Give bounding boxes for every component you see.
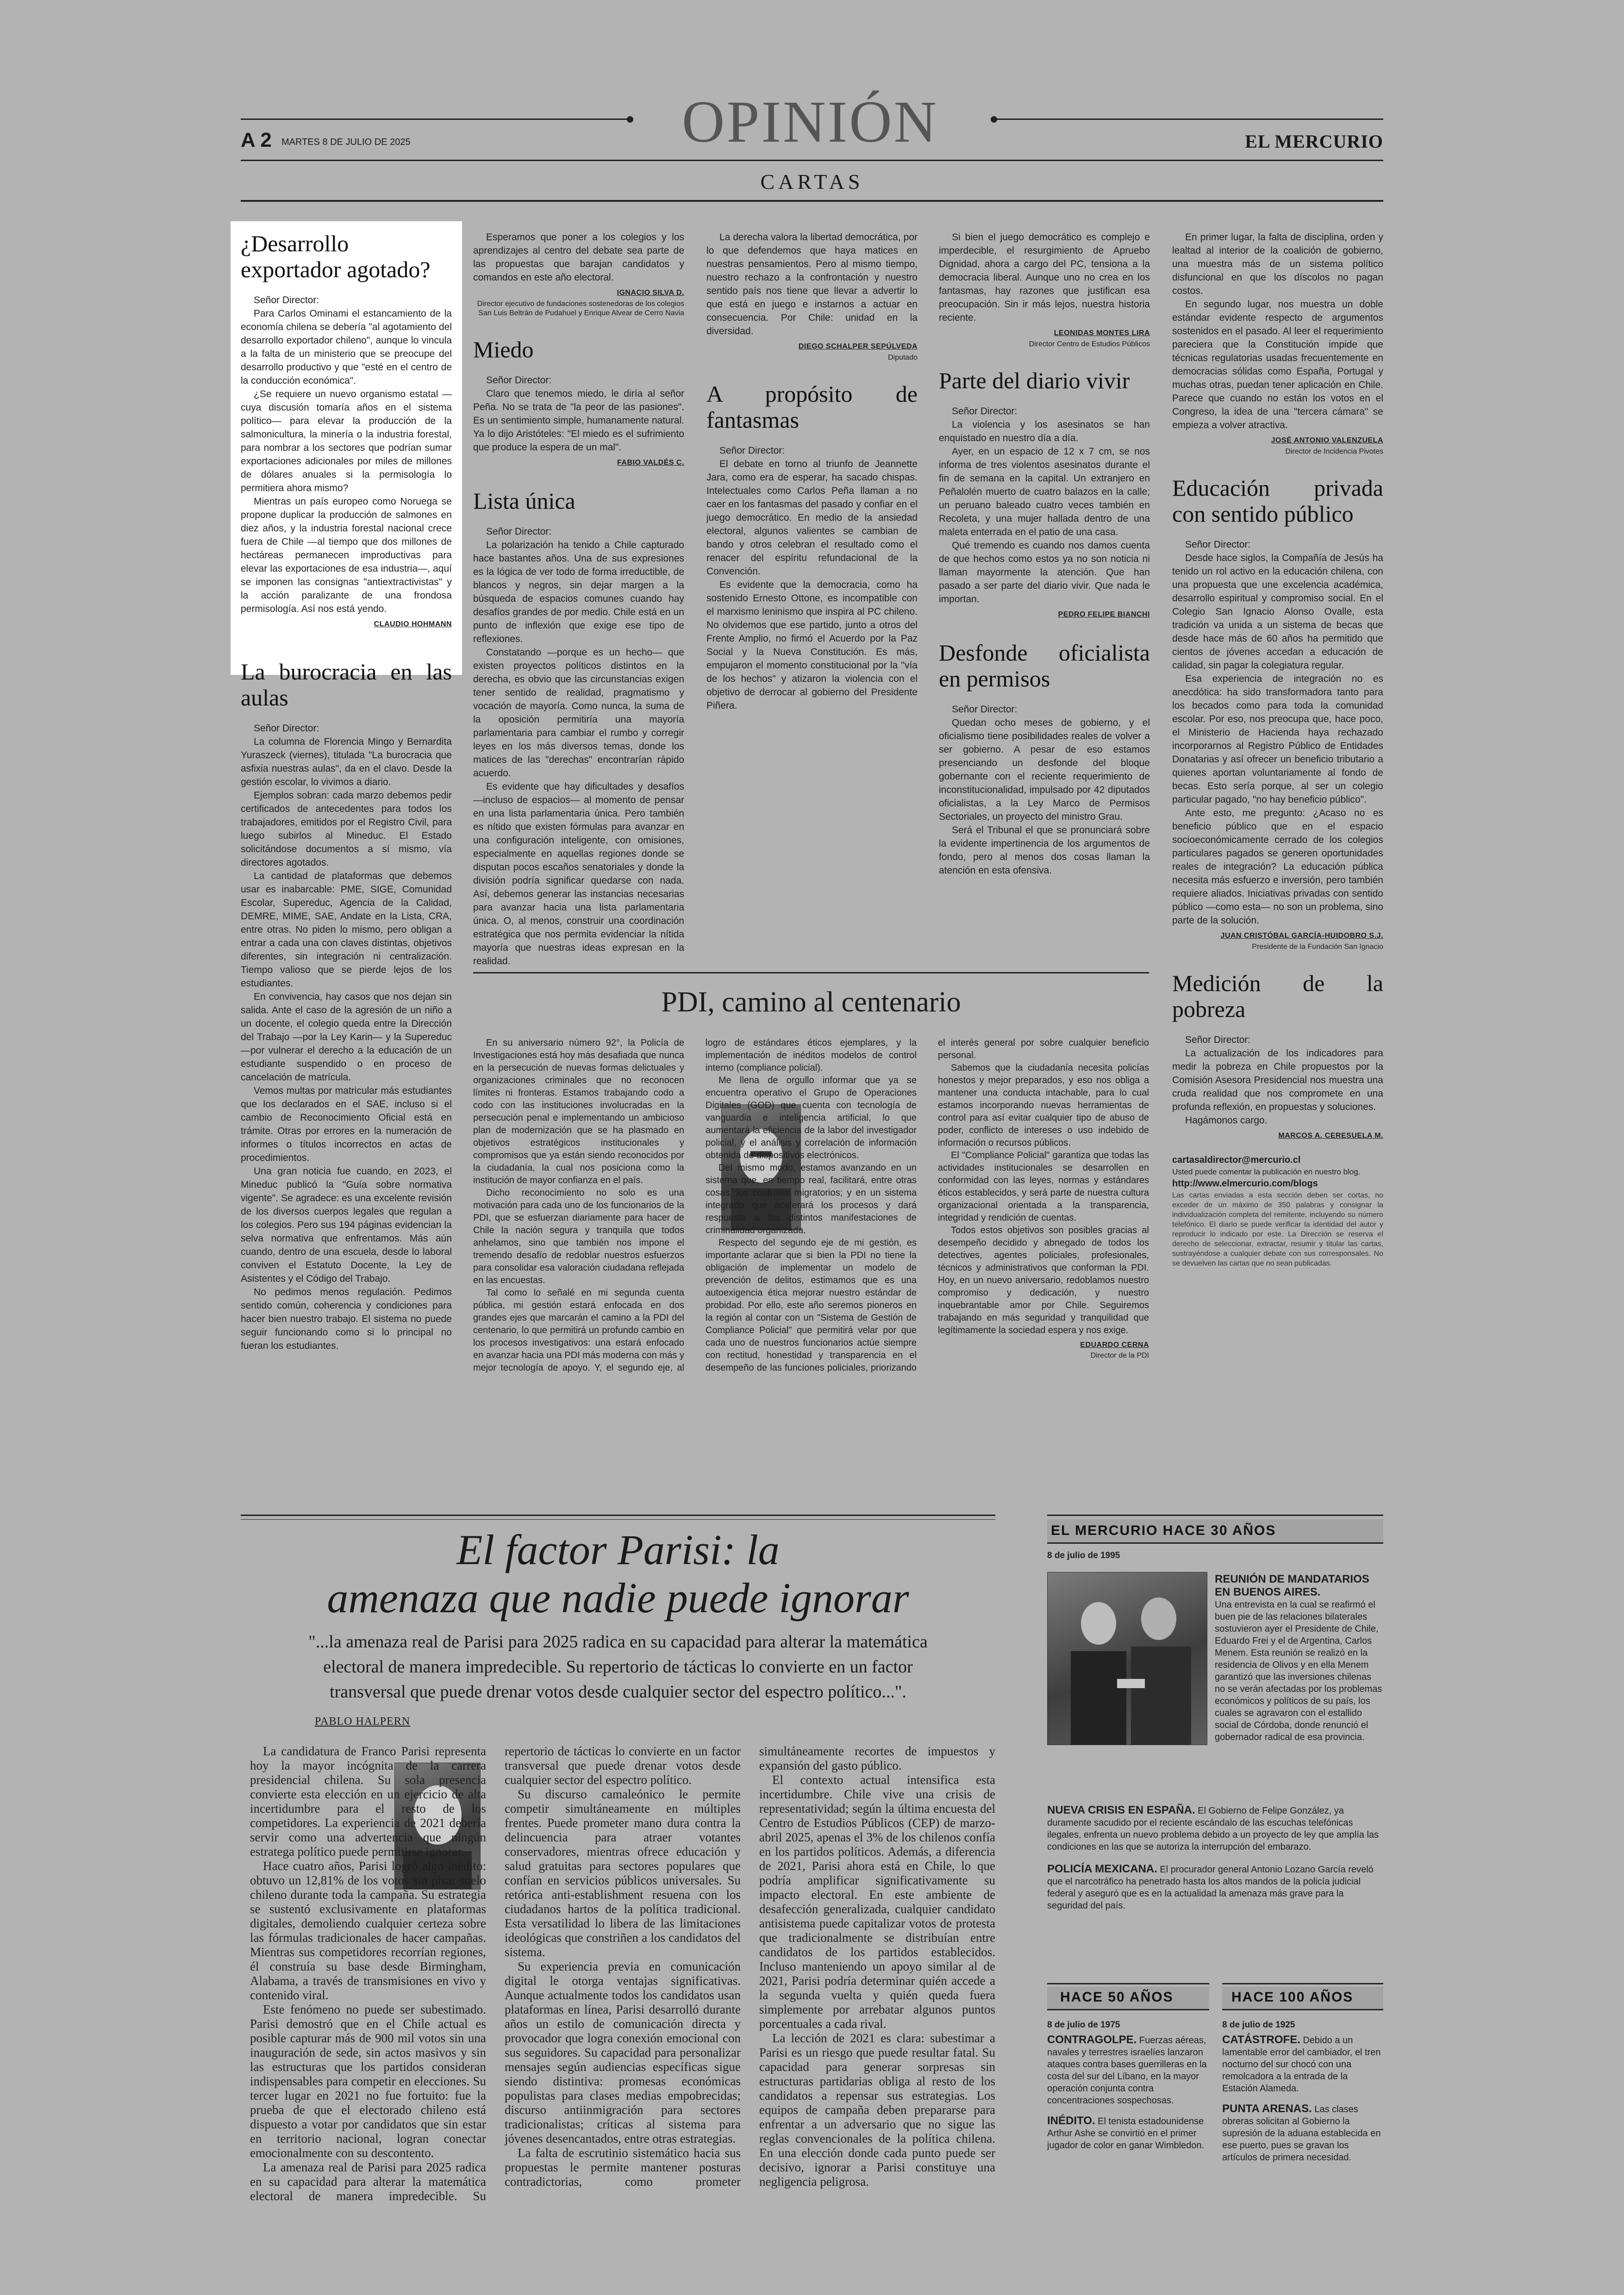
history-title: EL MERCURIO HACE 30 AÑOS: [1051, 1523, 1276, 1538]
letter-title: Parte del diario vivir: [939, 368, 1130, 393]
history-items: [1047, 1804, 1383, 1912]
hundred-item-head: CATÁSTROFE.: [1222, 2033, 1300, 2046]
letter-title: Lista única: [473, 488, 575, 514]
letter-paragraph: Desde hace siglos, la Compañía de Jesús ha tenido un rol activo en la educación chilena, con una propuesta que une excelencia académica, desarrollo espiritual y compromiso social. En el Colegio San Ignacio Alonso Ovalle, esta tradición va unida a un sistema de becas que desde hace más de 60 años ha permitido que cientos de jóvenes accedan a educación de calidad, sin pagar la colegiatura regular.: [1172, 553, 1383, 671]
letters-blog-link[interactable]: http://www.elmercurio.com/blogs: [1172, 1179, 1318, 1189]
pdi-paragraph: El "Compliance Policial" garantiza que todas las actividades institucionales se desarrollen en conformidad con las leyes, normas y estándares éticos establecidos, y será parte de nuestra cultura organizacional orientada a la transparencia, integridad y rendición de cuentas.: [938, 1150, 1149, 1223]
column-top-rule: [241, 1515, 995, 1516]
letter-signature: LEONIDAS MONTES LIRA: [1054, 329, 1150, 337]
column-paragraph: Este fenómeno no puede ser subestimado. Parisi demostró que en el Chile actual es posible capturar más de 900 mil votos sin una inauguración de sede, sin actos masivos y sin las estructuras que los partidos consideran indispensables para competir en elecciones. Su tercer lugar en 2021 no fue fortuito: fue la prueba de que el electorado chileno está dispuesto a votar por candidatos que sin estar en territorio nacional, logran conectar emocionalmente con su descontento.: [250, 2002, 486, 2160]
letter-salutation: Señor Director:: [1185, 539, 1251, 550]
letter-paragraph: Ayer, en un espacio de 12 x 7 cm, se nos informa de tres violentos asesinatos durante el fin de semana en la capital. Un extranjero en Peñalolén muerto de cuatro balazos en la calle; un peruano baleado cuatro veces también en Recoleta, y una mujer hallada dentro de una maleta enterrada en el patio de una casa.: [939, 446, 1150, 537]
masthead-rule-bottom: [241, 160, 1383, 161]
history-lead: [1047, 1573, 1383, 1814]
letter-paragraph: Ante esto, me pregunto: ¿Acaso no es beneficio público que en el espacio socioeconómicamente cerrado de los colegios particulares pagados se generen oportunidades reales de integración? La educación pública necesita más esfuerzo e inversión, pero también requiere aliados. Iniciativas privadas con sentido público —como esta— no son un problema, sino parte de la solución.: [1172, 808, 1383, 926]
masthead-rule-right: [995, 118, 1383, 120]
letter-salutation: Señor Director:: [486, 375, 552, 386]
letter-paragraph: El debate en torno al triunfo de Jeannette Jara, como era de esperar, ha sacado chispas. Intelectuales como Carlos Peña llaman a no caer en los fantasmas del pasado y confiar en el juego democrático. En medio de la ansiedad electoral, algunos valientes se cambian de bando y otros celebran el resultado como el renacer del espíritu refundacional de la Convención.: [706, 459, 918, 577]
letter-signature: FABIO VALDÉS C.: [617, 459, 684, 467]
letter-title: A propósito de fantasmas: [706, 381, 918, 433]
letter-paragraph: La violencia y los asesinatos se han enquistado en nuestro día a día.: [939, 419, 1150, 443]
letter-paragraph: Si bien el juego democrático es complejo e imperdecible, el resurgimiento de Apruebo Dignidad, ahora a cargo del PC, tensiona a la democracia liberal. Aunque uno no crea en los fantasmas, hay razones que justifican esa preocupación. Sin ir más lejos, nuestra historia reciente.: [939, 232, 1150, 323]
history-item-text: El procurador general Antonio Lozano García reveló que el narcotráfico ha penetrado hasta los altos mandos de la policía judicial federal y aseguró que es en la actualidad la amenaza más grave para la seguridad del país.: [1047, 1865, 1374, 1911]
letter-title: Miedo: [473, 337, 534, 362]
hundred-item-text: Debido a un lamentable error del cambiador, el tren nocturno del sur chocó con una remolcadora a la entrada de la Estación Alameda.: [1222, 2035, 1381, 2094]
letter-salutation: Señor Director:: [254, 295, 319, 306]
paper-name: EL MERCURIO: [1245, 131, 1383, 152]
letters-contact: [1172, 1154, 1383, 1268]
letters-column-5: [1172, 231, 1383, 1434]
history-item-text: El Gobierno de Felipe González, ya duramente sacudido por el reciente escándalo de las escuchas telefónicas ilegales, enfrenta un nuevo problema debido a un proyecto de ley que amplía las condiciones en las que se autoriza la interrupción del embarazo.: [1047, 1806, 1379, 1852]
column-paragraph: El contexto actual intensifica esta incertidumbre. Chile vive una crisis de representatividad; según la última encuesta del Centro de Estudios Públicos (CEP) de marzo-abril 2025, apenas el 3% de los chilenos confía en los partidos políticos. Además, a diferencia de 2021, Parisi ahora está en Chile, lo que podría amplificar significativamente su impacto electoral. En este ambiente de desafección generalizada, cualquier candidato antisistema puede capitalizar votos de protesta que tradicionalmente se distribuían entre candidatos de los partidos establecidos. Incluso manteniendo un apoyo similar al de 2021, Parisi podría determinar quién accede a la segunda vuelta y quién queda fuera simplemente por arrebatar algunos puntos porcentuales a cada rival.: [759, 1773, 995, 2031]
fifty-header: [1047, 1987, 1209, 2010]
pdi-paragraph: Me llena de orgullo informar que ya se encuentra operativo el Grupo de Operaciones Digitales (GOD) que cuenta con tecnología de vanguardia e inteligencia artificial, lo que aumentará la eficiencia de la labor del investigador policial, y el análisis y correlación de información obtenida de dispositivos electrónicos.: [706, 1075, 917, 1160]
subsection-title: CARTAS: [760, 170, 864, 193]
column-title-line-2: amenaza que nadie puede ignorar: [327, 1574, 909, 1621]
column-paragraph: Hace cuatro años, Parisi logró algo inédito: obtuvo un 12,81% de los votos sin pisar suelo chileno durante toda la campaña. Su estrategia se sustentó exclusivamente en plataformas digitales, demoliendo cualquier certeza sobre las fórmulas tradicionales de hacer campañas. Mientras sus competidores recorrían regiones, él construía su base desde Birmingham, Alabama, a través de transmisiones en vivo y contenido viral.: [250, 1859, 486, 2002]
fifty-item-head: INÉDITO.: [1047, 2114, 1095, 2127]
letter-paragraph: La cantidad de plataformas que debemos usar es inabarcable: PME, SIGE, Comunidad Escolar, Supereduc, Agencia de la Calidad, DEMRE, MIME, SAE, Andate en la Lista, CRA, entre otras. No piden lo mismo, pero obligan a entrar a cada una con claves distintas, objetivos diferentes, sin integración ni centralización. Tiempo valioso que se pierde lejos de los estudiantes.: [241, 871, 452, 989]
issue-date: MARTES 8 DE JULIO DE 2025: [281, 137, 411, 147]
letter-paragraph: Claro que tenemos miedo, le diría al señor Peña. No se trata de "la peor de las pasiones". Es un sentimiento simple, humanamente natural. Ya lo dijo Aristóteles: "El miedo es el sufrimiento que produce la espera de un mal".: [473, 388, 684, 453]
column-top-rule-2: [241, 1519, 995, 1520]
pdi-title: PDI, camino al centenario: [661, 986, 961, 1018]
letter-paragraph: La columna de Florencia Mingo y Bernardita Yuraszeck (viernes), titulada "La burocracia que asfixia nuestras aulas", da en el clavo. Desde la gestión escolar, lo vivimos a diario.: [241, 736, 452, 787]
history-top-rule: [1047, 1515, 1383, 1516]
fifty-item-text: El tenista estadounidense Arthur Ashe se convirtió en el primer jugador de color en ganar Wimbledon.: [1047, 2116, 1205, 2151]
letter-signature: IGNACIO SILVA D.: [617, 289, 684, 297]
letter-paragraph: Será el Tribunal el que se pronunciará sobre la evidente impertinencia de los argumentos de fondo, pero al menos dos cosas llaman la atención en esta ofensiva.: [939, 825, 1150, 876]
column-author: PABLO HALPERN: [315, 1715, 411, 1727]
hundred-item: [1222, 2103, 1383, 2164]
pdi-signature: EDUARDO CERNA: [1080, 1341, 1149, 1349]
letters-column-1: [241, 231, 452, 1869]
letter-paragraph: La actualización de los indicadores para medir la pobreza en Chile propuestos por la Comisión Asesora Presidencial nos muestra una cruda realidad que nos compromete en una profunda reflexión, en propuestas y soluciones.: [1172, 1048, 1383, 1112]
fifty-top-rule: [1047, 1983, 1209, 1984]
subsection-rule: [241, 200, 1383, 202]
letter-credential: Presidente de la Fundación San Ignacio: [1252, 943, 1383, 951]
hundred-top-rule: [1222, 1983, 1383, 1984]
letter-signature: JUAN CRISTÓBAL GARCÍA-HUIDOBRO S.J.: [1220, 932, 1383, 940]
letters-column-2: [473, 231, 684, 980]
fifty-item-head: CONTRAGOLPE.: [1047, 2033, 1137, 2046]
pdi-credential: Director de la PDI: [1090, 1352, 1149, 1360]
letter-paragraph: Mientras un país europeo como Noruega se propone duplicar la producción de salmones en diez años, y la industria forestal nacional crece fuera de Chile —al tiempo que dos millones de hectáreas permanecen improductivas para elevar las exportaciones de esa industria—, aquí se imponen las consignas "antiextractivistas" y la acción paralizante de una frondosa permisología. Así nos está yendo.: [241, 496, 452, 614]
hundred-title: HACE 100 AÑOS: [1231, 1989, 1354, 2005]
letter-signature: CLAUDIO HOHMANN: [374, 620, 452, 628]
letter-signature: PEDRO FELIPE BIANCHI: [1058, 611, 1150, 618]
column-body: [250, 1744, 995, 2267]
letter-salutation: Señor Director:: [254, 723, 319, 734]
letters-rules: Las cartas enviadas a esta sección deben ser cortas, no exceder de un máximo de 350 palabras y consignar la individualización completa del remitente, incluyendo su número telefónico. El diario se puede verificar la identidad del autor y reproducir lo indicado por este. La Dirección se reserva el derecho de seleccionar, extractar, resumir y titular las cartas, sustrayéndose a cualquier debate con sus corresponsales. No se devuelven las cartas que no sean publicadas.: [1172, 1191, 1383, 1267]
letter-paragraph: Es evidente que la democracia, como ha sostenido Ernesto Ottone, es incompatible con el marxismo leninismo que inspira al PC chileno. No olvidemos que ese partido, junto a otros del Frente Amplio, no firmó el Acuerdo por la Paz Social y la Nueva Constitución. Es más, empujaron el momento constitucional por la "vía de los hechos" y atizaron la violencia con el objetivo de derrocar al gobierno del Presidente Piñera.: [706, 580, 918, 711]
letter-signature: MARCOS A. CERESUELA M.: [1278, 1132, 1383, 1140]
letter-paragraph: Constatando —porque es un hecho— que existen proyectos políticos distintos en la derecha, es obvio que las circunstancias exigen tener sentido de realidad, pragmatismo y vocación de mayoría. Como nunca, la suma de la oposición permitiría una mayoría parlamentaria para cambiar el rumbo y corregir leyes en los más diversos temas, donde los matices de las "derechas" encontrarían rápido acuerdo.: [473, 647, 684, 779]
letter-paragraph: Esperamos que poner a los colegios y los aprendizajes al centro del debate sea parte de las propuestas que barajan candidatos y comandos en este año electoral.: [473, 232, 684, 283]
hundred-item-head: PUNTA ARENAS.: [1222, 2102, 1312, 2115]
letter-credential: Diputado: [887, 354, 918, 362]
history-item: [1047, 1804, 1383, 1853]
letter-signature: DIEGO SCHALPER SEPÚLVEDA: [798, 343, 918, 350]
pdi-paragraph: En su aniversario número 92°, la Policía de Investigaciones está hoy más desafiada que nunca en la persecución de nuevas formas delictuales y organizaciones criminales que no reconocen límites ni fronteras. Estamos trabajando codo a codo con las instituciones involucradas en la persecución penal e implementando un ambicioso plan de modernización que se ha plasmado en objetivos estratégicos institucionales y compromisos que ya están siendo reconocidos por la ciudadanía, la cual nos posiciona como la institución de mayor confianza en el país.: [473, 1038, 684, 1185]
pdi-paragraph: Del mismo modo, estamos avanzando en un sistema que, en tiempo real, facilitará, entre otras cosas, los controles migratorios; y en un sistema integrado que acelerará los procesos y dará respuesta a los distintos manifestaciones de criminalidad organizada.: [706, 1163, 917, 1235]
letter-salutation: Señor Director:: [486, 526, 552, 537]
letter-salutation: Señor Director:: [952, 704, 1018, 715]
column-paragraph: La amenaza real de Parisi para 2025 radica en su capacidad para alterar la matemática electoral de manera impredecible. Su repertorio de tácticas lo convierte en un factor transversal que puede drenar votos desde cualquier sector del espectro político.: [250, 1744, 741, 2203]
letters-column-4: [939, 231, 1150, 980]
letter-salutation: Señor Director:: [719, 445, 785, 456]
history-item-head: POLICÍA MEXICANA.: [1047, 1863, 1157, 1875]
hundred-body: [1222, 2019, 1383, 2164]
hundred-item-text: Las clases obreras solicitan al Gobierno la supresión de la aduana establecida en ese puerto, pues se gravan los artículos de primera necesidad.: [1222, 2104, 1381, 2163]
letter-credential: Director ejecutivo de fundaciones sostenedoras de los colegios San Luis Beltrán de Pudahuel y Enrique Alvear de Cerro Navia: [477, 300, 684, 317]
history-header: [1047, 1519, 1383, 1544]
column-deck: "...la amenaza real de Parisi para 2025 radica en su capacidad para alterar la matemática electoral de manera impredecible. Su repertorio de tácticas lo convierte en un factor transversal que puede drenar votos desde cualquier sector del espectro político...".: [308, 1632, 928, 1702]
page-label: A 2: [241, 129, 272, 151]
letter-salutation: Señor Director:: [952, 406, 1018, 417]
letter-paragraph: ¿Se requiere un nuevo organismo estatal —cuya discusión tomaría años en el sistema político— para elevar la producción de la salmonicultura, la minería o la industria forestal, para nombrar a los sectores que podrían sumar exportaciones adicionales por miles de millones de dólares anuales si la permisología lo permitiera ahora mismo?: [241, 389, 452, 493]
column-paragraph: La lección de 2021 es clara: subestimar a Parisi es un riesgo que puede resultar fatal. Su capacidad para generar sorpresas sin estructuras partidarias obliga al resto de los candidatos a repensar sus estrategias. Los equipos de campaña deben prepararse para enfrentar a un adversario que no sigue las reglas convencionales de la política chilena. En una elección donde cada punto puede ser decisivo, ignorar a Parisi constituye una negligencia peligrosa.: [759, 2031, 995, 2189]
history-date: 8 de julio de 1995: [1047, 1551, 1120, 1560]
fifty-body: [1047, 2019, 1209, 2152]
letter-paragraph: Quedan ocho meses de gobierno, y el oficialismo tiene posibilidades reales de volver a ser gobierno. A pesar de eso estamos presenciando un desfonde del bloque gobernante con el reciente requerimiento de inconstitucionalidad, impulsado por 42 diputados oficialistas, a la Ley Marco de Permisos Sectoriales, un proyecto del ministro Grau.: [939, 717, 1150, 822]
fifty-item: [1047, 2034, 1209, 2107]
history-item: [1047, 1863, 1383, 1912]
history-item-head: NUEVA CRISIS EN ESPAÑA.: [1047, 1804, 1195, 1816]
pdi-paragraph: Todos estos objetivos son posibles gracias al desempeño decidido y abnegado de todos los detectives, agentes policiales, profesionales, técnicos y administrativos que conforman la PDI. Hoy, en un nuevo aniversario, redoblamos nuestro compromiso y dedicación, y nuestro inquebrantable amor por Chile. Seguiremos trabajando en más seguridad y tranquilidad que legítimamente la sociedad espera y nos exige.: [938, 1225, 1149, 1335]
hundred-date: 8 de julio de 1925: [1222, 2020, 1295, 2030]
column-title-line-1: El factor Parisi: la: [456, 1526, 780, 1573]
letter-paragraph: Hagámonos cargo.: [1185, 1115, 1268, 1126]
letters-email-link[interactable]: cartasaldirector@mercurio.cl: [1172, 1155, 1301, 1165]
letter-paragraph: La derecha valora la libertad democrática, por lo que defendemos que haya matices en nuestras pensamientos. Pero al mismo tiempo, nuestro rechazo a la confrontación y nuestro sentido país nos tiene que llevar a advertir lo que está en juego e instarnos a actuar en consecuencia. Por Chile: unidad en la diversidad.: [706, 232, 918, 337]
fifty-item-text: Fuerzas aéreas, navales y terrestres israelíes lanzaron ataques contra bases guerrilleras en la costa del sur del Líbano, en la mayor operación conjunta contra concentraciones sospechosas.: [1047, 2035, 1207, 2106]
pdi-paragraph: Respecto del segundo eje de mi gestión, es importante aclarar que si bien la PDI no tiene la obligación de implementar un modelo de prevención de delitos, estimamos que es una autoexigencia ética mejorar nuestro estándar de probidad. Por ello, este año seremos pioneros en la región al contar con un "Sistema de Gestión de Compliance Policial" que permitirá velar por que cada uno de nuestros funcionarios actúe siempre con rectitud, honestidad y transparencia en el desempeño de las funciones policiales, priorizando el interés general por sobre cualquier beneficio personal.: [706, 1038, 1149, 1373]
letter-title: La burocracia en las aulas: [241, 659, 452, 711]
column-paragraph: La candidatura de Franco Parisi representa hoy la mayor incógnita de la carrera presidencial chilena. Su sola presencia convierte esta elección en un ejercicio de alta incertidumbre para el resto de los competidores. La experiencia de 2021 debería servir como una advertencia que ningún estratega político puede permitirse ignorar.: [250, 1744, 486, 1858]
letter-title: Desfonde oficialista en permisos: [939, 640, 1150, 692]
letter-paragraph: En primer lugar, la falta de disciplina, orden y lealtad al interior de la coalición de gobierno, una muestra más de un sistema político disfuncional en que los díscolos no pagan costos.: [1172, 232, 1383, 296]
letter-paragraph: Qué tremendo es cuando nos damos cuenta de que hechos como estos ya no son noticia ni llaman mayormente la atención. Que han pasado a ser parte del diario vivir. Que nada le importan.: [939, 540, 1150, 605]
hundred-item: [1222, 2034, 1383, 2095]
pdi-paragraph: Tal como lo señalé en mi segunda cuenta pública, mi gestión estará enfocada en dos grandes ejes que marcarán el camino a la PDI del centenario, lo que permitirá un profundo cambio en los procesos investigativos: una estará enfocado en avanzar hacia una PDI más moderna con más y mejor tecnología de apoyo. Y, el segundo eje, al logro de estándares éticos ejemplares, y la implementación de inéditos modelos de control interno (compliance policial).: [473, 1038, 917, 1373]
column-paragraph: La falta de escrutinio sistemático hacia sus propuestas le permite mantener posturas contradictorias, como prometer simultáneamente recortes de impuestos y expansión del gasto público.: [505, 1744, 995, 2189]
section-title: OPINIÓN: [681, 89, 939, 155]
column-paragraph: Su experiencia previa en comunicación digital le otorga ventajas significativas. Aunque actualmente todos los candidatos usan plataformas en línea, Parisi desarrolló durante años un estilo de comunicación directa y provocador que logra conexión emocional con sus seguidores. Su capacidad para personalizar mensajes según audiencias específicas sigue siendo distintiva: promesas económicas populistas para clases medias empobrecidas; discurso antiinmigración para sectores tradicionalistas; críticas al sistema para jóvenes desencantados, entre otras estrategias.: [505, 1959, 741, 2145]
letter-salutation: Señor Director:: [1185, 1035, 1251, 1045]
history-lead-head: REUNIÓN DE MANDATARIOS EN BUENOS AIRES.: [1215, 1573, 1369, 1598]
pdi-paragraph: Sabemos que la ciudadanía necesita policías honestos y mejor preparados, y eso nos obliga a mantener una conducta intachable, para lo cual estamos incorporando nuevas herramientas de control para así evitar cualquier tipo de abuso de poder, conflicto de intereses o uso indebido de información o recursos públicos.: [938, 1063, 1149, 1148]
masthead-rule-left: [241, 118, 630, 120]
letter-credential: Director de Incidencia Pivotes: [1285, 448, 1383, 455]
letter-paragraph: Para Carlos Ominami el estancamiento de la economía chilena se debería "al agotamiento del desarrollo exportador chileno", aunque lo vincula a la falta de un ministerio que se preocupe del desarrollo productivo y que "esté en el centro de la conducción económica".: [241, 308, 452, 386]
hundred-header: [1222, 1987, 1383, 2010]
letter-title: Medición de la pobreza: [1172, 970, 1383, 1022]
letter-paragraph: Vemos multas por matricular más estudiantes que los declarados en el SAE, incluso si el cambio de Reconocimiento Oficial está en trámite. Otras por errores en la numeración de informes o títulos incorrectos en actas de procedimientos.: [241, 1085, 452, 1163]
history-lead-text: Una entrevista en la cual se reafirmó el buen pie de las relaciones bilaterales sostuvieron ayer el Presidente de Chile, Eduardo Frei y el de Argentina, Carlos Menem. Esta reunión se realizó en la residencia de Olivos y en ella Menem garantizó que las inversiones chilenas no se verán afectadas por los problemas económicos y políticos de su país, los cuales se agravaron con el estallido social de Córdoba, donde renunció el gobernador radical de esa provincia.: [1215, 1600, 1382, 1742]
letter-paragraph: Ejemplos sobran: cada marzo debemos pedir certificados de antecedentes para todos los trabajadores, emitidos por el Registro Civil, para luego subirlos al Mineduc. El Estado solicitándose documentos a sí mismo, vía directores agotados.: [241, 790, 452, 868]
pdi-top-rule: [473, 972, 1149, 973]
pdi-body: [473, 1037, 1149, 1440]
letters-column-3: [706, 231, 918, 980]
letters-blog-note: Usted puede comentar la publicación en nuestro blog.: [1172, 1167, 1361, 1176]
letter-paragraph: En segundo lugar, nos muestra un doble estándar evidente respecto de argumentos sostenidos en el pasado. Al leer el requerimiento pareciera que la Constitución impide que técnicas regulatorias usadas frecuentemente en democracias sólidas como España, Portugal y muchas otras, puedan tener aplicación en Chile. Parece que cuando no están los votos en el Congreso, la idea de una "tercera cámara" se empieza a volver atractiva.: [1172, 299, 1383, 430]
fifty-title: HACE 50 AÑOS: [1060, 1989, 1174, 2005]
column-title: [241, 1526, 995, 1622]
letter-paragraph: Es evidente que hay dificultades y desafíos —incluso de espacios— al momento de pensar en una lista parlamentaria única. Pero también es nítido que existen fórmulas para avanzar en una configuración inteligente, con omisiones, especialmente en aquellas regiones donde se disputan pocos escaños senatoriales y donde la división podría significar quedarse con nada. Así, debemos generar las instancias necesarias para avanzar hacia una lista parlamentaria única. O, al menos, construir una coordinación estratégica que nos permita evidenciar la nítida mayoría que nuestras ideas expresan en la realidad.: [473, 781, 684, 967]
letter-signature: JOSÉ ANTONIO VALENZUELA: [1271, 437, 1383, 444]
column-paragraph: Su discurso camaleónico le permite competir simultáneamente en múltiples frentes. Puede prometer mano dura contra la delincuencia para atraer votantes conservadores, mientras ofrece educación y salud gratuitas para sectores populares que confían en servicios públicos universales. Su retórica anti-establishment resuena con los ciudadanos hartos de la política tradicional. Esta versatilidad lo libera de las limitaciones ideológicas que constriñen a los candidatos del sistema.: [505, 1787, 741, 1959]
letter-title: ¿Desarrollo exportador agotado?: [241, 231, 431, 282]
letter-credential: Director Centro de Estudios Públicos: [1029, 340, 1150, 348]
letter-title: Educación privada con sentido público: [1172, 475, 1383, 527]
pdi-paragraph: Dicho reconocimiento no solo es una motivación para cada uno de los funcionarios de la PDI, que se esfuerzan diariamente para hacer de Chile la nación segura y tranquila que todos anhelamos, sino que también nos impone el tremendo desafío de redoblar nuestros esfuerzos para consolidar esa valoración ciudadana reflejada en las encuestas.: [473, 1188, 684, 1285]
letter-paragraph: No pedimos menos regulación. Pedimos sentido común, coherencia y condiciones para hacer bien nuestro trabajo. El sistema no puede seguir funcionando como si lo principal no fueran los estudiantes.: [241, 1287, 452, 1351]
fifty-item: [1047, 2115, 1209, 2152]
letter-paragraph: La polarización ha tenido a Chile capturado hace bastantes años. Una de sus expresiones es la lógica de ver todo de forma irreductible, de blancos y negros, sin dejar margen a la búsqueda de espacios comunes cuando hay desafíos grandes de por medio. Chile está en un punto de inflexión que exige ese tipo de reflexiones.: [473, 540, 684, 644]
masthead-dot-left: [627, 116, 633, 123]
letter-paragraph: Esa experiencia de integración no es anecdótica: ha sido transformadora tanto para los becados como para toda la comunidad escolar. Por eso, nos preocupa que, hace poco, el Ministerio de Hacienda haya rechazado incorporarnos al Registro Público de Entidades Donatarias y así ofrecer un beneficio tributario a quienes aportan voluntariamente al fondo de becas. Esto sería porque, al ser un colegio particular pagado, "no hay beneficio público".: [1172, 674, 1383, 805]
fifty-date: 8 de julio de 1975: [1047, 2020, 1120, 2030]
letter-paragraph: Una gran noticia fue cuando, en 2023, el Mineduc publicó la "Guía sobre normativa vigente". Se agradece: es una excelente revisión de los diversos cuerpos legales que regulan a los colegios. Pero sus 194 páginas evidencian la selva normativa que enfrentamos. Más aún cuando, dentro de una escuela, desde lo laboral conviven el Estatuto Docente, la Ley de Asistentes y el Código del Trabajo.: [241, 1166, 452, 1284]
letter-paragraph: En convivencia, hay casos que nos dejan sin salida. Ante el caso de la agresión de un niño a un docente, el colegio queda entre la Dirección del Trabajo —por la Ley Karin— y la Supereduc —por vulnerar el derecho a la educación de un estudiante suspendido o en proceso de cancelación de matrícula.: [241, 992, 452, 1083]
